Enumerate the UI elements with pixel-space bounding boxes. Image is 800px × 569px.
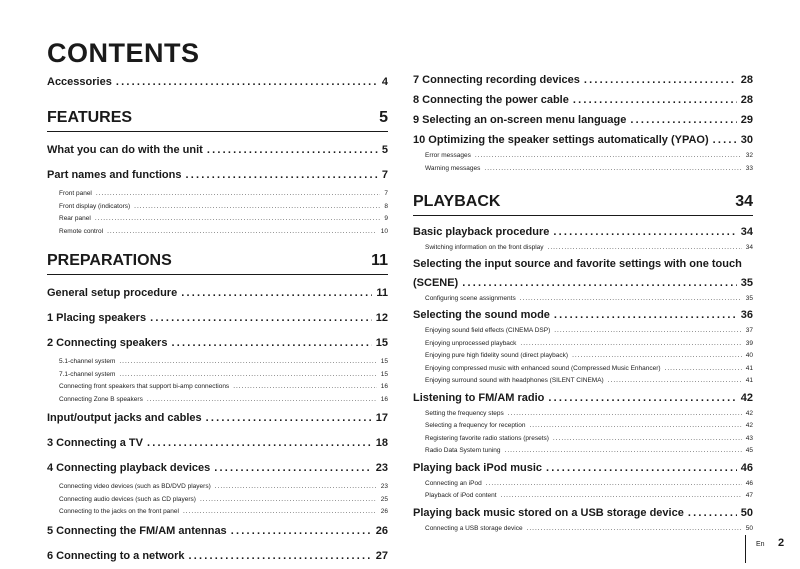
toc-entry-page: 42 [745,409,753,417]
toc-entry-page: 30 [740,134,753,146]
toc-subentry[interactable] [413,363,753,376]
toc-entry-title: Selecting the sound mode [413,309,550,321]
toc-entry-title: Playback of iPod content [425,492,497,499]
toc-entry-accessories[interactable] [47,70,388,95]
section-title: FEATURES [47,109,133,126]
toc-entry-page: 50 [740,506,753,519]
dot-leader [548,242,742,255]
toc-entry-page: 16 [380,383,388,390]
toc-entry-ipod[interactable] [413,458,753,478]
dot-leader [185,163,377,188]
toc-entry-page: 50 [745,524,753,532]
toc-entry-page: 41 [745,364,753,372]
toc-entry-title: 7.1-channel system [59,370,116,378]
dot-leader [206,406,372,431]
toc-entry-page: 11 [376,287,388,299]
dot-leader [119,356,376,369]
toc-entry-page: 41 [745,377,753,384]
toc-entry-page: 15 [380,358,388,365]
dot-leader [233,381,377,394]
dot-leader [200,494,377,507]
toc-entry-page: 26 [375,524,388,537]
toc-entry-page: 45 [745,447,753,454]
toc-entry-page: 23 [380,483,388,490]
dot-leader [713,130,737,150]
dot-leader [171,331,371,356]
toc-entry-page: 35 [745,294,753,302]
dot-leader [520,338,741,351]
dot-leader [183,506,377,519]
toc-subentry[interactable] [413,338,753,351]
dot-leader [207,138,378,163]
toc-entry-title: Enjoying unprocessed playback [425,339,517,347]
toc-subentry[interactable] [413,433,753,446]
toc-entry-title: Connecting to the jacks on the front panel [59,508,179,515]
toc-entry-title: Enjoying compressed music with enhanced sound (Compressed Music Enhancer) [425,364,661,372]
section-title: PLAYBACK [413,193,501,210]
toc-subentry[interactable] [413,420,753,433]
toc-entry-select-line1[interactable]: Selecting the input source and favorite settings with one touch [413,257,742,270]
toc-entry-page: 26 [380,508,388,515]
toc-entry-page: 28 [740,74,753,86]
dot-leader [630,110,736,130]
toc-entry-basic-playback[interactable] [413,222,753,242]
toc-subentry[interactable] [413,293,753,306]
toc-subentry[interactable] [47,494,388,507]
toc-subentry[interactable] [413,490,753,503]
toc-entry-page: 28 [740,94,753,106]
toc-subentry[interactable] [47,381,388,394]
toc-entry-title: Connecting front speakers that support bi-amp connections [59,383,230,390]
toc-entry-page: 16 [380,395,388,403]
toc-entry-page: 34 [745,244,753,251]
toc-entry-title: Error messages [425,152,471,159]
toc-entry-page: 43 [745,434,753,442]
toc-entry-page: 17 [375,412,388,424]
section-heading-features [47,105,388,132]
toc-entry[interactable] [413,90,753,110]
toc-subentry[interactable] [47,201,388,214]
toc-entry-title: 6 Connecting to a network [47,549,185,562]
toc-entry-page: 29 [740,114,753,126]
contents-left-column [47,70,388,569]
toc-subentry[interactable] [413,163,753,176]
toc-entry-page: 7 [381,169,388,181]
toc-entry-page: 46 [740,461,753,474]
toc-entry-title: Rear panel [59,215,91,222]
dot-leader [150,306,372,331]
toc-entry-title: 10 Optimizing the speaker settings automatically (YPAO) [413,134,709,146]
toc-entry-title: Enjoying pure high fidelity sound (direct playback) [425,352,569,359]
footer-language: En [756,541,765,548]
dot-leader [96,188,380,201]
toc-entry[interactable] [47,456,388,481]
toc-entry-title: Connecting video devices (such as BD/DVD players) [59,483,211,490]
toc-entry-select-line2[interactable] [413,273,753,293]
dot-leader [527,523,742,536]
dot-leader [189,544,372,569]
toc-entry-page: 23 [375,462,388,474]
toc-entry-page: 15 [380,370,388,378]
toc-entry[interactable] [47,306,388,331]
toc-entry-title: 9 Selecting an on-screen menu language [413,114,627,126]
toc-entry-page: 40 [745,352,753,359]
page-title: CONTENTS [47,38,200,68]
toc-subentry[interactable] [413,242,753,255]
toc-subentry[interactable] [413,325,753,338]
toc-entry-title: Front panel [59,190,92,197]
toc-subentry[interactable] [413,350,753,363]
footer-page-number: 2 [778,537,785,549]
dot-leader [665,363,742,376]
toc-entry-title: Connecting audio devices (such as CD players) [59,495,196,503]
toc-entry-page: 33 [745,164,753,172]
toc-entry-title: General setup procedure [47,287,178,299]
toc-entry-title: 8 Connecting the power cable [413,94,569,106]
toc-entry-title: Connecting an iPod [425,479,482,487]
toc-entry-title: Basic playback procedure [413,226,550,238]
toc-entry[interactable] [413,70,753,90]
toc-entry-page: 5 [381,144,388,156]
toc-entry-title: Part names and functions [47,169,182,181]
toc-subentry[interactable] [47,213,388,226]
toc-entry-title: Switching information on the front display [425,244,544,251]
dot-leader [529,420,741,433]
toc-entry[interactable] [47,138,388,163]
toc-entry-title: Connecting a USB storage device [425,524,523,532]
section-heading-preparations [47,248,388,275]
toc-subentry[interactable] [47,369,388,382]
section-heading-playback [413,189,753,216]
section-page: 5 [379,109,388,126]
toc-entry-title: 5.1-channel system [59,358,116,365]
toc-entry-page: 4 [381,76,388,88]
toc-entry-title: Selecting a frequency for reception [425,422,526,429]
toc-subentry[interactable] [413,445,753,458]
toc-entry-page: 36 [740,309,753,321]
toc-entry-title: Registering favorite radio stations (presets) [425,434,549,442]
toc-entry-page: 18 [375,437,388,449]
dot-leader [215,481,377,494]
toc-entry-title: 3 Connecting a TV [47,437,143,449]
toc-subentry[interactable] [413,375,753,388]
dot-leader [119,369,376,382]
dot-leader [505,445,742,458]
dot-leader [486,478,742,491]
toc-entry-title: (SCENE) [413,276,459,289]
dot-leader [147,394,377,407]
toc-entry-page: 42 [740,391,753,404]
toc-entry-page: 37 [745,327,753,334]
toc-entry-page: 47 [745,492,753,499]
toc-entry-page: 8 [384,202,388,210]
dot-leader [181,281,372,306]
toc-entry-title: Remote control [59,227,104,235]
toc-entry-page: 9 [384,215,388,222]
dot-leader [608,375,742,388]
toc-subentry[interactable] [413,478,753,491]
toc-entry-title: Configuring scene assignments [425,294,516,302]
toc-entry[interactable] [47,431,388,456]
contents-right-column [413,70,753,535]
dot-leader [95,213,381,226]
footer-divider [745,535,746,563]
toc-entry[interactable] [413,110,753,130]
toc-entry-title: Front display (indicators) [59,202,131,210]
toc-entry-title: 7 Connecting recording devices [413,74,580,86]
dot-leader [214,456,372,481]
toc-entry-title: Warning messages [425,164,481,172]
toc-subentry[interactable] [47,481,388,494]
toc-entry-page: 27 [375,549,388,562]
dot-leader [107,226,377,239]
dot-leader [508,408,742,421]
toc-entry-page: 39 [745,339,753,347]
toc-entry-title: 2 Connecting speakers [47,337,168,349]
toc-subentry[interactable] [47,506,388,519]
toc-subentry[interactable] [413,150,753,163]
toc-entry[interactable] [47,281,388,306]
dot-leader [573,90,737,110]
toc-entry[interactable] [413,130,753,150]
toc-entry[interactable] [47,406,388,431]
toc-entry-title: 1 Placing speakers [47,312,147,324]
toc-subentry[interactable] [47,226,388,239]
dot-leader [231,519,372,544]
toc-entry-page: 35 [740,276,753,289]
dot-leader [554,325,742,338]
section-page: 34 [735,193,753,210]
toc-entry-page: 46 [745,479,753,487]
dot-leader [134,201,380,214]
toc-entry-title: Connecting Zone B speakers [59,395,143,403]
toc-entry-title: Setting the frequency steps [425,409,504,417]
toc-entry-usb[interactable] [413,503,753,523]
toc-entry-page: 10 [380,227,388,235]
toc-entry-title: What you can do with the unit [47,144,203,156]
toc-entry-page: 7 [384,190,388,197]
toc-entry-page: 34 [740,226,753,238]
toc-subentry[interactable] [413,408,753,421]
section-title: PREPARATIONS [47,252,172,269]
toc-entry-page: 32 [745,152,753,159]
toc-entry[interactable] [47,519,388,544]
dot-leader [584,70,737,90]
toc-entry-title: 5 Connecting the FM/AM antennas [47,524,227,537]
toc-entry-radio[interactable] [413,388,753,408]
toc-entry-page: 25 [380,495,388,503]
toc-subentry[interactable] [47,188,388,201]
toc-entry-page: 12 [375,312,388,324]
toc-entry-title: Radio Data System tuning [425,447,501,454]
toc-entry[interactable] [47,544,388,569]
toc-entry[interactable] [47,331,388,356]
toc-entry[interactable] [47,163,388,188]
toc-subentry[interactable] [47,394,388,407]
toc-entry-title: Playing back iPod music [413,461,542,474]
toc-entry-title: Accessories [47,76,112,88]
toc-entry-sound-mode[interactable] [413,305,753,325]
toc-subentry[interactable] [47,356,388,369]
dot-leader [475,150,742,163]
toc-entry-title: Listening to FM/AM radio [413,391,545,404]
toc-subentry[interactable] [413,523,753,536]
toc-entry-title: Input/output jacks and cables [47,412,202,424]
toc-entry-page: 42 [745,422,753,429]
toc-entry-title: Playing back music stored on a USB storage device [413,506,684,519]
dot-leader [147,431,372,456]
dot-leader [572,350,742,363]
section-page: 11 [371,252,388,269]
dot-leader [501,490,742,503]
dot-leader [553,433,742,446]
toc-entry-title: Enjoying surround sound with headphones (SILENT CINEMA) [425,377,604,384]
dot-leader [484,163,741,176]
toc-entry-page: 15 [375,337,388,349]
dot-leader [520,293,742,306]
toc-entry-title: 4 Connecting playback devices [47,462,211,474]
toc-entry-title: Enjoying sound field effects (CINEMA DSP) [425,327,551,334]
